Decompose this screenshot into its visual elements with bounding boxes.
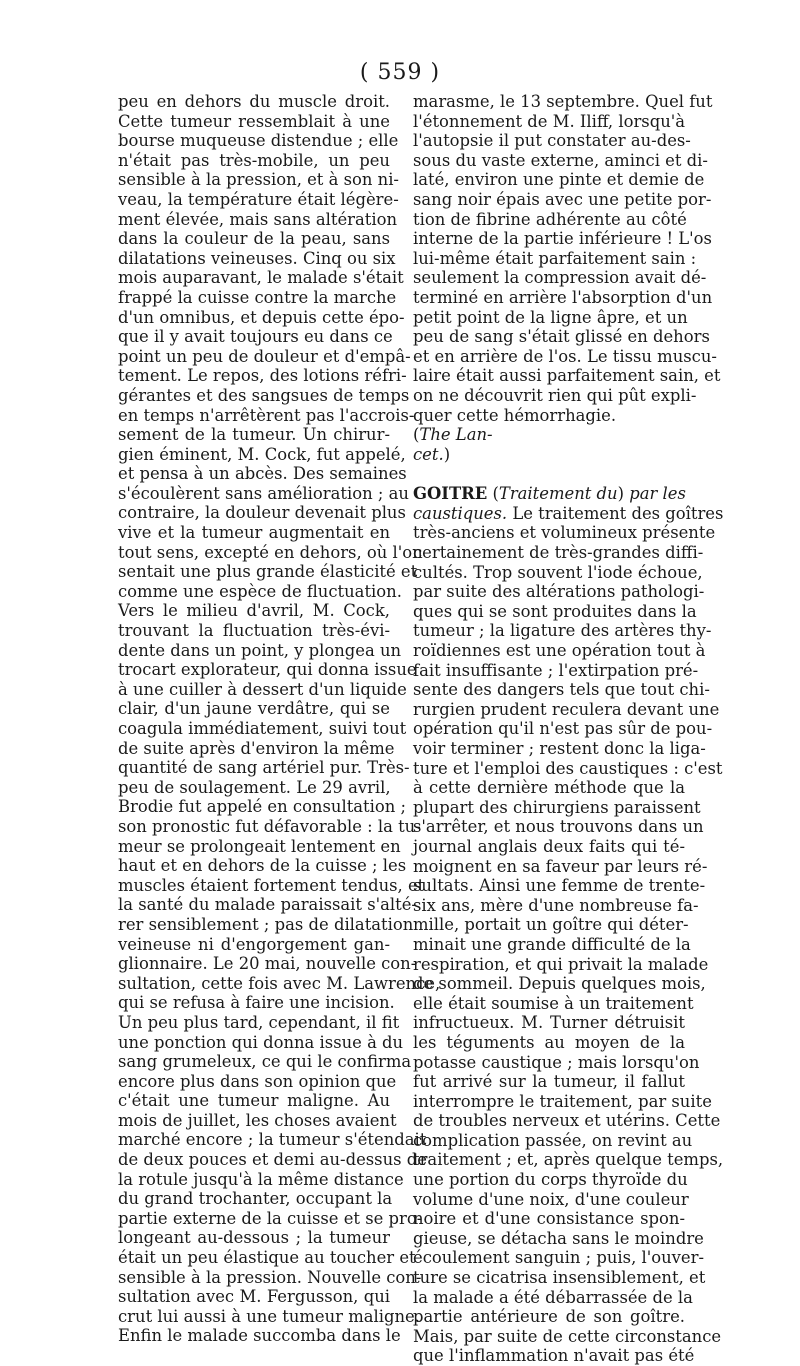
source-citation-end: cet. (413, 444, 444, 464)
text-line: n'était pas très-mobile, un peu (118, 150, 390, 170)
goitre-paragraph (413, 523, 724, 1366)
text-line: point un peu de douleur et d'empâ- (118, 346, 411, 366)
text-line: qui se refusa à faire une incision. (118, 993, 395, 1013)
text-line: Mais, par suite de cette circonstance (413, 1326, 722, 1346)
text-line: l'autopsie il put constater au-des- (413, 131, 691, 151)
text-line: laté, environ une pinte et demie de (413, 170, 705, 190)
page-number: ( 559 ) (359, 60, 441, 85)
text-line: partie externe de la cuisse et se pro- (118, 1208, 423, 1228)
text-line: petit point de la ligne âpre, et un (413, 307, 688, 327)
section-heading-line (413, 484, 685, 504)
text-line: mois de juillet, les choses avaient (118, 1110, 397, 1130)
text-line: peu de sang s'était glissé en dehors (413, 327, 710, 347)
text-line: quantité de sang artériel pur. Très- (118, 758, 410, 778)
text-line: ment élevée, mais sans altération (118, 209, 398, 229)
heading-paren-open: ( (492, 484, 499, 504)
text-line: sentait une plus grande élasticité et (118, 562, 418, 582)
text-line: sultats. Ainsi une femme de trente- (413, 876, 706, 896)
text-line: laire était aussi parfaitement sain, et (413, 366, 721, 386)
text-line: encore plus dans son opinion que (118, 1071, 397, 1091)
text-line: sente des dangers tels que tout chi- (413, 680, 710, 700)
text-line: marasme, le 13 septembre. Quel fut (413, 92, 713, 111)
section-heading-line-2 (413, 503, 724, 524)
text-line: en temps n'arrêtèrent pas l'accrois- (118, 405, 415, 425)
text-line: partie antérieure de son goître. (413, 1307, 685, 1327)
text-line: tout sens, excepté en dehors, où l'on (118, 542, 423, 562)
text-line: gieuse, se détacha sans le moindre (413, 1228, 704, 1248)
text-line: mois auparavant, le malade s'était (118, 268, 404, 288)
autopsy-paragraph (413, 92, 721, 425)
text-line: traitement ; et, après quelque temps, (413, 1150, 724, 1170)
text-line: ture et l'emploi des caustiques : c'est (413, 758, 723, 778)
heading-after: Le traitement des goîtres (512, 503, 724, 523)
text-line: les téguments au moyen de la (413, 1032, 685, 1052)
text-line: bourse muqueuse distendue ; elle (118, 131, 399, 151)
text-line: l'étonnement de M. Iliff, lorsqu'à (413, 111, 686, 131)
text-line: une ponction qui donna issue à du (118, 1032, 404, 1052)
text-line: certainement de très-grandes diffi- (413, 543, 704, 563)
text-line: sous du vaste externe, aminci et di- (413, 150, 708, 170)
text-line: interrompre le traitement, par suite (413, 1091, 712, 1111)
right-text-column (413, 92, 724, 1366)
source-paren-open: ( (413, 425, 420, 445)
text-line: potasse caustique ; mais lorsqu'on (413, 1052, 700, 1072)
text-line: dilatations veineuses. Cinq ou six (118, 248, 396, 268)
text-line: s'écoulèrent sans amélioration ; au (118, 483, 409, 503)
text-line: complication passée, on revint au (413, 1130, 693, 1150)
text-line: minait une grande difficulté de la (413, 934, 691, 954)
text-line: la rotule jusqu'à la même distance (118, 1169, 404, 1189)
text-line: Cette tumeur ressemblait à une (118, 111, 390, 131)
text-line: vive et la tumeur augmentait en (118, 523, 390, 543)
text-line: roïdiennes est une opération tout à (413, 641, 706, 661)
text-line: six ans, mère d'une nombreuse fa- (413, 895, 699, 915)
text-line: crut lui aussi à une tumeur maligne. (118, 1306, 420, 1326)
text-line: son pronostic fut défavorable : la tu- (118, 816, 421, 836)
text-line: sultation, cette fois avec M. Lawrence, (118, 973, 441, 993)
source-citation: The Lan- (419, 425, 493, 445)
text-line: clair, d'un jaune verdâtre, qui se (118, 699, 390, 719)
text-line: terminé en arrière l'absorption d'un (413, 287, 713, 307)
text-line: journal anglais deux faits qui té- (413, 836, 685, 856)
text-line: tion de fibrine adhérente au côté (413, 209, 687, 229)
text-line: et pensa à un abcès. Des semaines (118, 464, 407, 484)
text-line: du grand trochanter, occupant la (118, 1189, 393, 1209)
heading-italic: Traitement du (498, 484, 618, 504)
text-line: peu de soulagement. Le 29 avril, (118, 777, 391, 797)
text-line: gien éminent, M. Cock, fut appelé, (118, 444, 406, 464)
text-line: était un peu élastique au toucher et (118, 1248, 416, 1268)
heading-rest: par les (629, 484, 686, 504)
text-line: sang grumeleux, ce qui le confirma (118, 1052, 412, 1072)
text-line: voir terminer ; restent donc la liga- (413, 739, 706, 758)
text-line: à une cuiller à dessert d'un liquide (118, 679, 407, 699)
text-line: glionnaire. Le 20 mai, nouvelle con- (118, 954, 417, 974)
heading-paren-close: ) (617, 484, 625, 504)
text-line: trocart explorateur, qui donna issue (118, 660, 417, 680)
text-line: seulement la compression avait dé- (413, 268, 707, 288)
text-line: fait insuffisante ; l'extirpation pré- (413, 660, 699, 680)
text-line: dente dans un point, y plongea un (118, 640, 402, 660)
text-line: et en arrière de l'os. Le tissu muscu- (413, 346, 717, 366)
text-line: écoulement sanguin ; puis, l'ouver- (413, 1248, 704, 1268)
text-line: veau, la température était légère- (118, 189, 399, 209)
text-line: Vers le milieu d'avril, M. Cock, (118, 601, 390, 621)
text-line: coagula immédiatement, suivi tout (118, 719, 407, 738)
text-line: c'était une tumeur maligne. Au (118, 1091, 390, 1111)
text-line: lui-même était parfaitement sain : (413, 248, 697, 268)
text-line: comme une espèce de fluctuation. (118, 581, 402, 601)
text-line: meur se prolongeait lentement en (118, 836, 401, 856)
text-line: Un peu plus tard, cependant, il fit (118, 1012, 400, 1032)
text-line: infructueux. M. Turner détruisit (413, 1013, 685, 1033)
text-line: que il y avait toujours eu dans ce (118, 327, 393, 347)
source-citation-line (413, 425, 685, 445)
text-line: moignent en sa faveur par leurs ré- (413, 856, 708, 876)
text-line: dans la couleur de la peau, sans (118, 229, 390, 249)
text-line: d'un omnibus, et depuis cette épo- (118, 307, 405, 327)
text-line: tumeur ; la ligature des artères thy- (413, 621, 712, 641)
text-line: marché encore ; la tumeur s'étendait (118, 1130, 427, 1150)
text-line: peu en dehors du muscle droit. (118, 92, 390, 111)
text-line: de troubles nerveux et utérins. Cette (413, 1111, 721, 1131)
text-line: veineuse ni d'engorgement gan- (118, 934, 390, 954)
text-line: noire et d'une consistance spon- (413, 1209, 685, 1229)
text-line: trouvant la fluctuation très-évi- (118, 621, 390, 641)
text-line: sang noir épais avec une petite por- (413, 189, 712, 209)
text-line: ques qui se sont produites dans la (413, 601, 697, 621)
section-heading: GOITRE (413, 484, 488, 504)
text-line: par suite des altérations pathologi- (413, 582, 705, 602)
text-line: cultés. Trop souvent l'iode échoue, (413, 562, 703, 582)
text-line: une portion du corps thyroïde du (413, 1170, 688, 1190)
text-line: quer cette hémorrhagie. (413, 405, 617, 425)
text-line: plupart des chirurgiens paraissent (413, 797, 701, 817)
text-line: mille, portait un goître qui déter- (413, 915, 689, 935)
text-line: sensible à la pression, et à son ni- (118, 170, 399, 190)
text-line: volume d'une noix, d'une couleur (413, 1189, 689, 1209)
text-line: de deux pouces et demi au-dessus de (118, 1150, 427, 1170)
text-line: tement. Le repos, des lotions réfri- (118, 366, 407, 386)
text-line: de sommeil. Depuis quelques mois, (413, 974, 706, 994)
text-line: longeant au-dessous ; la tumeur (118, 1228, 390, 1248)
text-line: rurgien prudent reculera devant une (413, 699, 720, 719)
text-line: fut arrivé sur la tumeur, il fallut (413, 1072, 685, 1092)
text-line: frappé la cuisse contre la marche (118, 287, 397, 307)
text-line: la santé du malade paraissait s'alté- (118, 895, 417, 915)
text-line: sensible à la pression. Nouvelle con- (118, 1267, 422, 1287)
text-line: que l'inflammation n'avait pas été (413, 1346, 695, 1366)
text-line: muscles étaient fortement tendus, et (118, 875, 425, 895)
text-line: à cette dernière méthode que la (413, 778, 685, 798)
heading-italic-2: caustiques. (413, 503, 508, 523)
text-line: elle était soumise à un traitement (413, 993, 694, 1013)
source-paren-close: ) (443, 444, 451, 464)
text-line: très-anciens et volumineux présente (413, 523, 716, 543)
text-line: contraire, la douleur devenait plus (118, 503, 406, 523)
text-line: la malade a été débarrassée de la (413, 1287, 693, 1307)
text-line: rer sensiblement ; pas de dilatation (118, 914, 414, 934)
text-line: gérantes et des sangsues de temps (118, 385, 410, 405)
text-line: respiration, et qui privait la malade (413, 954, 709, 974)
text-line: s'arrêter, et nous trouvons dans un (413, 817, 704, 837)
text-line: haut et en dehors de la cuisse ; les (118, 856, 407, 876)
text-line: sultation avec M. Fergusson, qui (118, 1287, 390, 1307)
text-line: opération qu'il n'est pas sûr de pou- (413, 719, 713, 739)
text-line: de suite après d'environ la même (118, 738, 395, 758)
left-text-column (118, 92, 441, 1346)
text-line: Brodie fut appelé en consultation ; (118, 797, 407, 817)
text-line: Enfin le malade succomba dans le (118, 1326, 401, 1346)
source-citation-line-2 (413, 445, 685, 465)
text-line: interne de la partie inférieure ! L'os (413, 229, 712, 249)
text-line: ture se cicatrisa insensiblement, et (413, 1268, 706, 1288)
text-line: sement de la tumeur. Un chirur- (118, 425, 390, 445)
text-line: on ne découvrit rien qui pût expli- (413, 385, 697, 405)
